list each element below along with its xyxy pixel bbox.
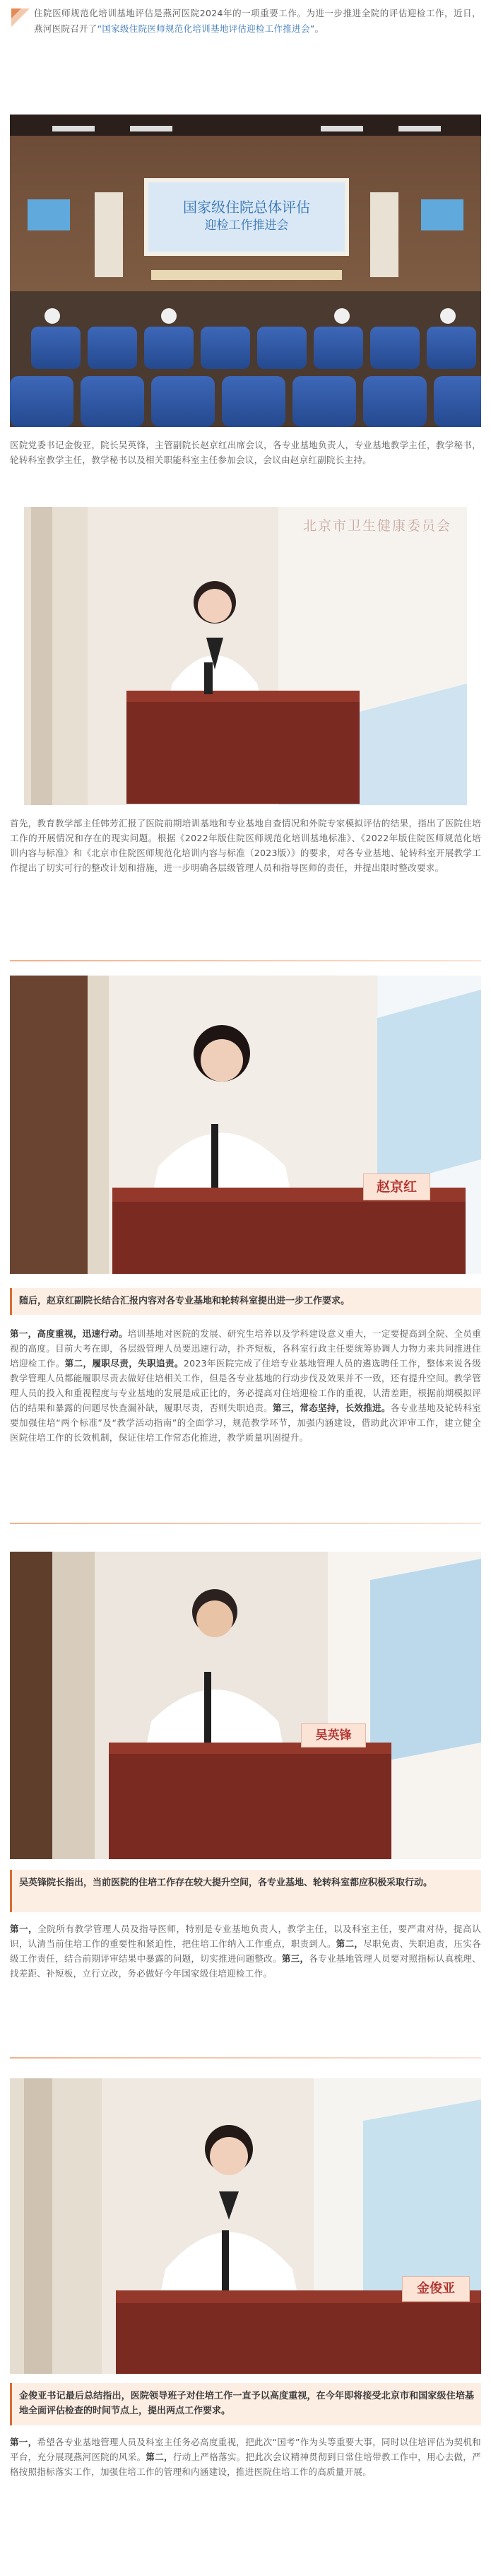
speaker-photo-2 [10, 976, 481, 1274]
report-paragraph: 首先，教育教学部主任韩芳汇报了医院前期培训基地和专业基地自查情况和外院专家模拟评估的结果，指出了医院住培工作的开展情况和存在的现实问题。根据《2022年版住院医师规范化培训基地标准》、《2022年版住院医师规范化培训内容与标准》和《北京市住院医师规范化培训内容与标准（2023版）》的要求，对各专业基地、轮转科室开展教学工作提出了切实可行的整改计划和措施，进一步明确各层级管理人员和指导医师的责任，并提出限时整改要求。 [10, 818, 481, 873]
req1-text: 培训基地对医院的发展、研究生培养以及学科建设意义重大，一定要提高到全院、全员重视的高度。目前大考在即，各层级管理人员要迅速行动，扑齐短板，各科室行政主任要统筹协调人力物力来共同推进住培迎检工作。 [10, 1328, 482, 1369]
intro-highlight: “国家级住院医师规范化培训基地评估迎检工作推进会” [97, 23, 315, 34]
intro-paragraph [10, 6, 481, 37]
req2-title: 第二，履职尽责，失职追责。 [64, 1358, 184, 1369]
wu-req1-title: 第一， [10, 1924, 38, 1934]
attendance-paragraph: 医院党委书记金俊亚，院长吴英锋，主管副院长赵京红出席会议，各专业基地负责人，专业基地教学主任，教学秘书，轮转科室教学主任，教学秘书以及相关职能科室主任参加会议，会议由赵京红副院长主持。 [10, 440, 481, 465]
speaker-photo-3 [10, 1552, 481, 1859]
section-divider [10, 1523, 481, 1524]
req3-title: 第三，常态坚持，长效推进。 [272, 1403, 391, 1413]
req2-text: 2023年医院完成了住培专业基地管理人员的遴选聘任工作，整体来说各级教学管理人员都能履职尽责去做好住培相关工作，但是各专业基地的行动步伐及效果并不一致，还有提升空间。教学管理人员的投入和重视程度与专业基地的发展是成正比的，务必提高对住培迎检工作的重视，认清差距，根据前期模拟评估的结果和暴露的问题尽快查漏补缺，履职尽责，否则失职追责。 [10, 1358, 481, 1413]
jin-req1-text: 希望各专业基地管理人员及科室主任务必高度重视，把此次“国考”作为头等重要大事，同时以住培评估为契机和平台，充分展现燕河医院的风采。 [10, 2437, 481, 2462]
caption-wu: 吴英锋院长指出，当前医院的住培工作存在较大提升空间，各专业基地、轮转科室都应积极采取行动。 [19, 1878, 433, 1888]
caption-wu-box [10, 1870, 481, 1912]
nameplate-jin: 金俊亚 [402, 2276, 470, 2302]
jin-requirements [10, 2435, 481, 2479]
nameplate-wu: 吴英锋 [301, 1723, 366, 1747]
wu-req1-text: 全院所有教学管理人员及指导医师，特别是专业基地负责人，教学主任，以及科室主任，要严肃对待，提高认识，认清当前住培工作的重要性和紧迫性，把住培工作纳入工作重点，职责到人。 [10, 1924, 482, 1949]
intro-block [10, 6, 481, 37]
caption-zhao-box [10, 1288, 481, 1315]
caption-zhao: 随后，赵京红副院长结合汇报内容对各专业基地和轮转科室提出进一步工作要求。 [19, 1296, 350, 1306]
speaker-photo-1 [24, 507, 467, 805]
wu-req3-title: 第三， [281, 1953, 309, 1964]
nameplate-zhao: 赵京红 [363, 1173, 430, 1200]
section-divider [10, 960, 481, 961]
jin-req1-title: 第一， [10, 2437, 37, 2447]
req1-title: 第一，高度重视，迅速行动。 [10, 1328, 128, 1339]
wu-req2-title: 第二， [336, 1938, 364, 1949]
section-divider [10, 2057, 481, 2059]
caption-jin-box [10, 2383, 481, 2425]
meeting-hall-photo [10, 115, 481, 427]
wu-req2-text: 尽职免责、失职追责，压实各级工作责任，结合前期评审结果中暴露的问题，切实推进问题整改。 [10, 1938, 481, 1964]
zhao-requirements [10, 1326, 481, 1445]
wu-req3-text: 各专业基地管理人员要对照指标认真梳理、找差距、补短板，立行立改，务必做好今年国家级住培迎检工作。 [10, 1953, 481, 1979]
screen-title-line1: 国家级住院总体评估 [183, 199, 310, 216]
intro-end: 。 [314, 23, 324, 34]
screen-title-line2: 迎检工作推进会 [204, 218, 289, 233]
wu-requirements [10, 1921, 481, 1981]
jin-req2-title: 第二， [146, 2452, 173, 2462]
speaker-photo-4 [10, 2078, 481, 2374]
corner-flag-icon [10, 7, 31, 28]
jin-req2-text: 行动上严格落实。把此次会议精神贯彻到日常住培带教工作中，用心去做，严格按照指标落实工作，加强住培工作的管理和内涵建设，推进医院住培工作的高质量开展。 [10, 2452, 481, 2477]
caption-jin: 金俊亚书记最后总结指出，医院领导班子对住培工作一直予以高度重视，在今年即将接受北京市和国家级住培基地全面评估检查的时间节点上，提出两点工作要求。 [19, 2391, 474, 2416]
intro-text: 住院医师规范化培训基地评估是燕河医院2024年的一项重要工作。为进一步推进全院的评估迎检工作，近日，燕河医院召开了 [34, 8, 481, 34]
req3-text: 各专业基地及轮转科室要加强住培“两个标准”及“教学活动指南”的全面学习，规范教学环节，加强内涵建设，借助此次评审工作，建立健全医院住培工作的长效机制，保证住培工作常态化推进，教学质量巩固提升。 [10, 1403, 481, 1443]
backdrop-title: 北京市卫生健康委员会 [303, 518, 452, 534]
